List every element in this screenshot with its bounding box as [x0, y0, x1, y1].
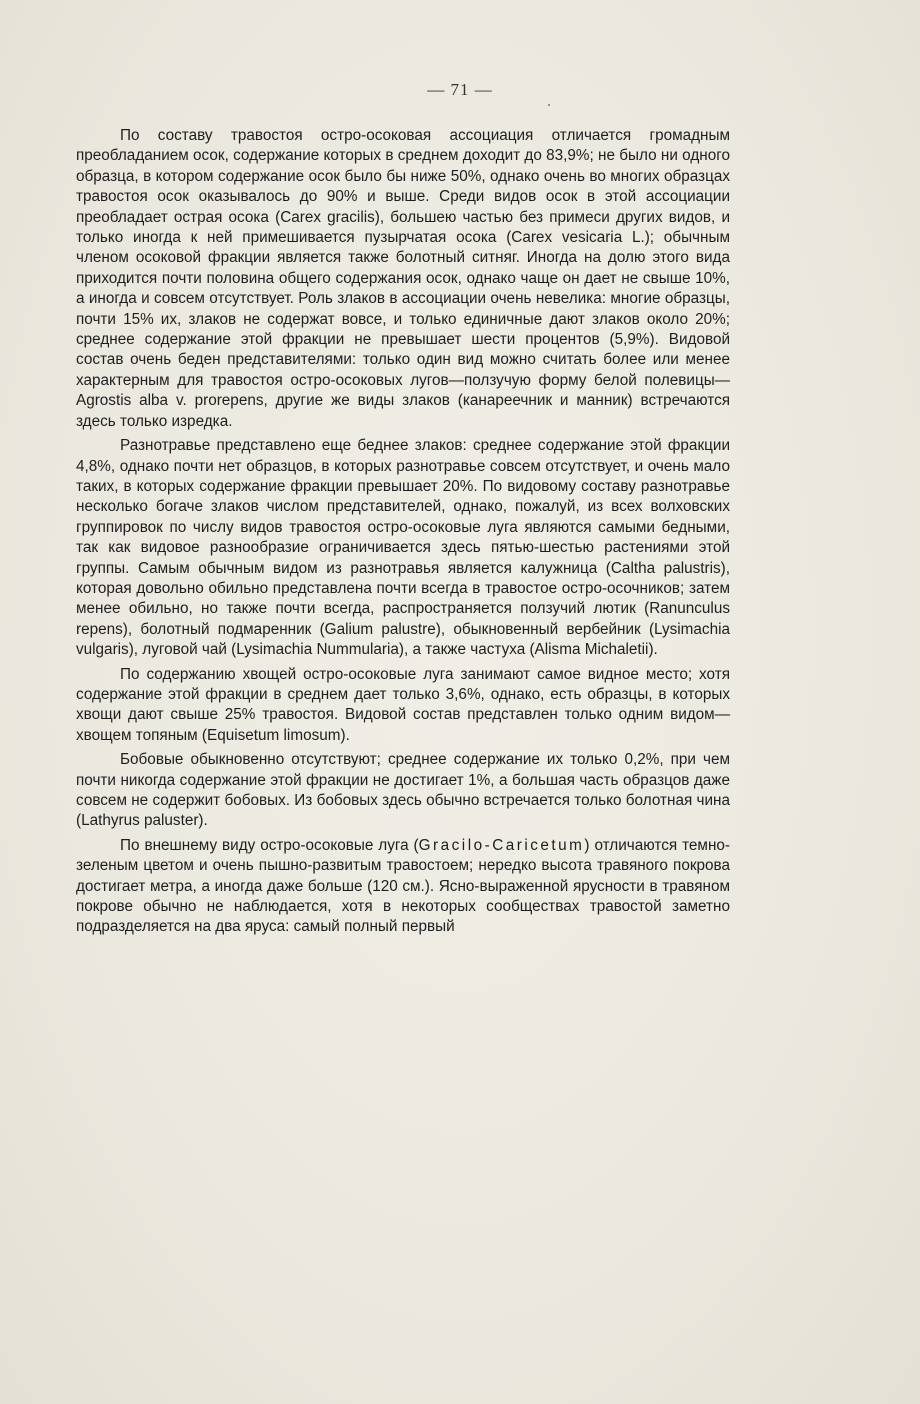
- print-speck: [548, 104, 550, 106]
- paragraph-appearance: [76, 836, 730, 938]
- paragraph-forbs: Разнотравье представлено еще беднее злаков: среднее содержание этой фракции 4,8%, однако почти нет образцов, в которых разнотравье совсем отсутствует, и очень мало таких, в которых содержание фракции превышает 20%. По видовому составу разнотравье несколько богаче злаков числом представителей, однако, пожалуй, из всех волховских группировок по числу видов травостоя остро-осоковые луга являются самыми бедными, так как видовое разнообразие ограничивается здесь пятью-шестью растениями этой группы. Самым обычным видом из разнотравья является калужница (Caltha palustris), которая довольно обильно представлена почти всегда в травостое остро-осочников; затем менее обильно, но также почти всегда, распространяется ползучий лютик (Ranunculus repens), болотный подмаренник (Galium palustre), обыкновенный вербейник (Lysimachia vulgaris), луговой чай (Lysimachia Nummularia), а также частуха (Alisma Michaletii).: [76, 437, 730, 659]
- page-number: — 71 —: [427, 80, 493, 99]
- paragraph-horsetails: По содержанию хвощей остро-осоковые луга занимают самое видное место; хотя содержание этой фракции в среднем дает только 3,6%, однако, есть образцы, в которых хвощи дают свыше 25% травостоя. Видовой состав представлен только одним видом—хвощем топяным (Equisetum limosum).: [76, 665, 730, 744]
- appearance-text-after: ) отличаются темно-зеленым цветом и очень пышно-развитым травостоем; нередко высота травяного покрова достигает метра, а иногда даже больше (120 см.). Ясно-выраженной ярусности в травяном покрове обычно не наблюдается, хотя в некоторых сообществах травостой заметно подразделяется на два яруса: самый полный первый: [76, 836, 730, 936]
- text-body: [76, 126, 730, 938]
- appearance-text-before: По внешнему виду остро-осоковые луга (: [120, 836, 419, 854]
- paragraph-legumes: Бобовые обыкновенно отсутствуют; среднее содержание их только 0,2%, при чем почти никогда содержание этой фракции не достигает 1%, а большая часть образцов даже совсем не содержит бобовых. Из бобовых здесь обычно встречается только болотная чина (Lathyrus paluster).: [76, 751, 730, 830]
- association-name: Gracilo-Caricetum: [418, 836, 585, 854]
- paragraph-composition: По составу травостоя остро-осоковая ассоциация отличается громадным преобладанием осок, содержание которых в среднем доходит до 83,9%; не было ни одного образца, в котором содержание осок было бы ниже 50%, однако очень во многих образцах травостоя осок оказывалось до 90% и выше. Среди видов осок в этой ассоциации преобладает острая осока (Carex gracilis), большею частью без примеси других видов, и только иногда к ней примешивается пузырчатая осока (Carex vesicaria L.); обычным членом осоковой фракции является также болотный ситняг. Иногда на долю этого вида приходится почти половина общего содержания осок, однако чаще он дает не свыше 10%, а иногда и совсем отсутствует. Роль злаков в ассоциации очень невелика: многие образцы, почти 15% их, злаков не содержат вовсе, и только единичные дают злаков около 20%; среднее содержание этой фракции не превышает шести процентов (5,9%). Видовой состав очень беден представителями: только один вид можно считать более или менее характерным для травостоя остро-осоковых лугов—ползучую форму белой полевицы—Agrostis alba v. prorepens, другие же виды злаков (канареечник и манник) встречаются здесь только изредка.: [76, 127, 730, 430]
